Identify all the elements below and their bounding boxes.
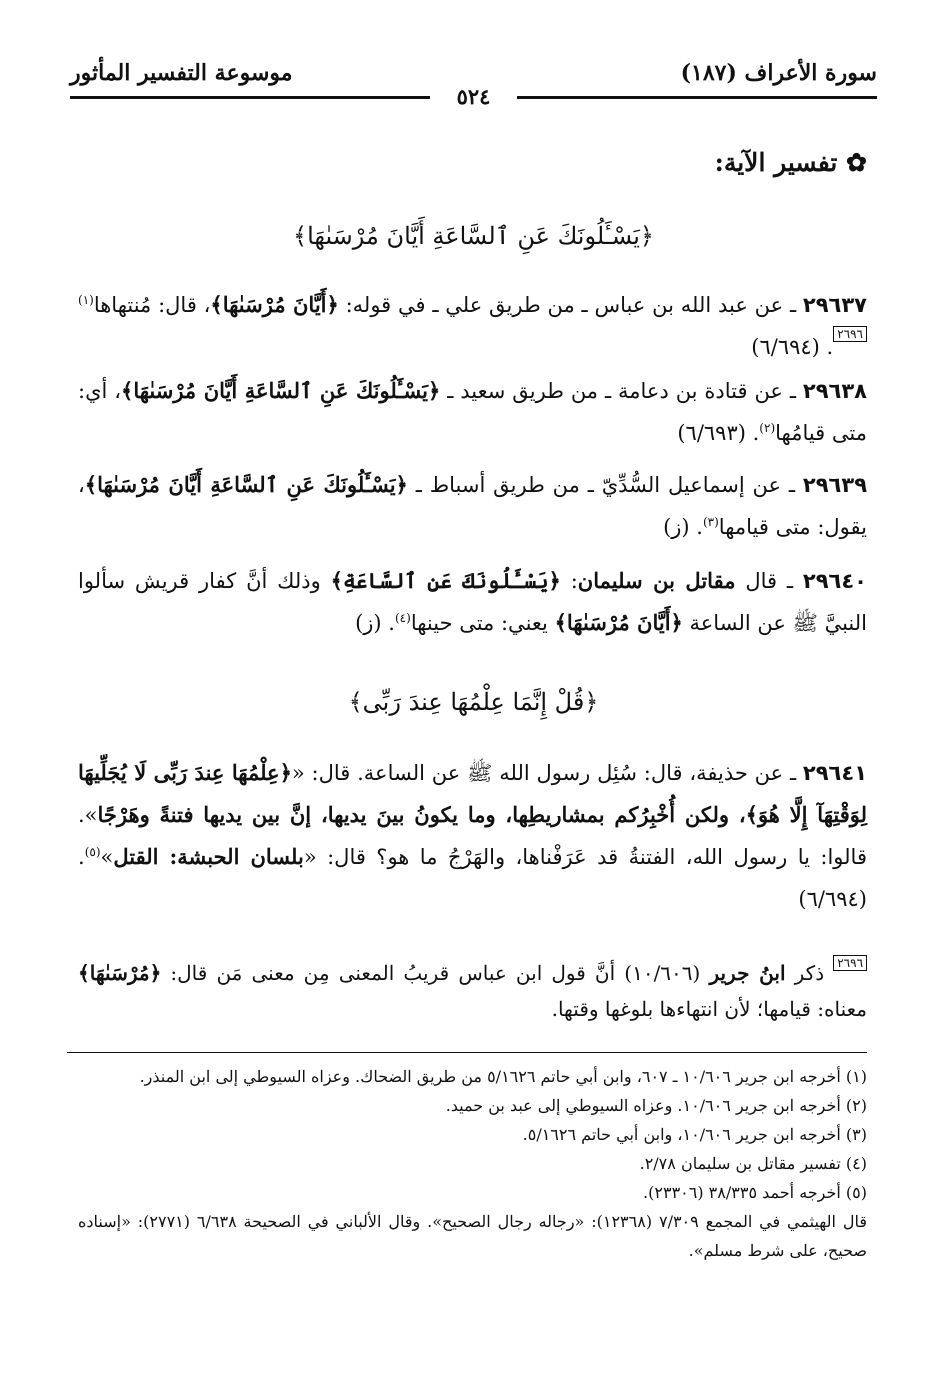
header-rule-left — [70, 96, 430, 99]
narrator-name: مقاتل بن سليمان — [577, 568, 736, 593]
volume-ref: . (ز) — [355, 611, 395, 635]
quran-quote: ﴿أَيَّانَ مُرْسَىٰهَا﴾ — [210, 292, 339, 317]
narration-text: ، قال: مُنتهاها — [93, 293, 211, 317]
section-title: ✿ تفسير الآية: — [714, 148, 867, 177]
footnote-2: (٢) أخرجه ابن جرير ١٠/٦٠٦. وعزاه السيوطي إلى عبد بن حميد. — [445, 1096, 867, 1115]
narration-number: ٢٩٦٣٧ — [802, 293, 867, 317]
footnote-ref[interactable]: (٥) — [84, 845, 101, 859]
narration-text: ـ عن إسماعيل السُّدِّيّ ـ من طريق أسباط ـ — [407, 473, 803, 497]
footnote-ref[interactable]: (٤) — [394, 611, 411, 625]
note-text: معناه: قيامها؛ لأن انتهاءها بلوغها وقتها. — [551, 997, 867, 1021]
commentary-note — [78, 955, 867, 1027]
footnote-1: (١) أخرجه ابن جرير ١٠/٦٠٦ ـ ٦٠٧، وابن أبي حاتم ٥/١٦٢٦ من طريق الضحاك. وعزاه السيوطي إلى ابن المنذر. — [139, 1067, 867, 1086]
footnote-ref[interactable]: (٣) — [702, 515, 719, 529]
footnote-3: (٣) أخرجه ابن جرير ١٠/٦٠٦، وابن أبي حاتم ٥/١٦٢٦. — [522, 1125, 867, 1144]
note-text: (١٠/٦٠٦) أنَّ قول ابن عباس قريبُ المعنى مِن معنى مَن قال: — [161, 961, 710, 985]
narration-text: : — [560, 569, 578, 593]
ayah-heading-1: ﴿يَسْـَٔلُونَكَ عَنِ ٱلسَّاعَةِ أَيَّانَ مُرْسَىٰهَا﴾ — [293, 222, 654, 250]
narration-text: » — [100, 845, 114, 869]
narration-number: ٢٩٦٤٠ — [802, 569, 867, 593]
narration-29640 — [78, 560, 867, 644]
narration-text: ـ عن عبد الله بن عباس ـ من طريق علي ـ في قوله: — [338, 293, 803, 317]
hadith-bold-text: بلسان الحبشة: القتل — [113, 844, 304, 869]
volume-ref: . (٦/٦٩٣) — [677, 421, 760, 445]
narration-text: وذلك أنَّ كفار قريش سألوا النبيَّ ﷺ عن الساعة — [78, 569, 867, 635]
quran-quote: ﴿أَيَّانَ مُرْسَىٰهَا﴾ — [554, 610, 683, 635]
narration-29641 — [78, 752, 867, 920]
quran-quote: ﴿يَسْـَٔلُونَكَ عَنِ ٱلسَّاعَةِ﴾ — [330, 568, 561, 593]
commentary-number-box: ٢٦٩٦ — [833, 955, 867, 971]
narration-text: ، أي: متى قيامُها — [78, 379, 867, 445]
surah-header: سورة الأعراف (١٨٧) — [680, 60, 877, 86]
narration-29639 — [78, 464, 867, 548]
footnote-5-grading: قال الهيثمي في المجمع ٧/٣٠٩ (١٢٣٦٨): «رجاله رجال الصحيح». وقال الألباني في الصحيحة ٦/٦٣٨ (٢٧٧١): «إسناده صحيح، على شرط مسلم». — [78, 1212, 868, 1260]
hadith-bold-text: ﴿عِلْمُهَا عِندَ رَبِّى لَا يُجَلِّيهَا لِوَقْتِهَآ إِلَّا هُوَ﴾، ولكن أُخْبِرُكم بمشاريطِها، وما يكونُ بينَ يديها، إنَّ بين يديها فتنةً وهَرْجًا — [78, 760, 867, 827]
running-header — [70, 60, 877, 109]
note-text: ذكر — [785, 961, 834, 985]
narration-29638 — [78, 370, 867, 454]
footnote-ref[interactable]: (٢) — [759, 421, 776, 435]
footnote-ref[interactable]: (١) — [78, 293, 94, 307]
narration-text: ، يقول: متى قيامها — [78, 473, 867, 539]
header-rule-right — [517, 96, 877, 99]
narration-number: ٢٩٦٣٩ — [802, 473, 868, 497]
volume-ref: . (٦/٦٩٤) — [78, 845, 867, 911]
narration-29637 — [78, 284, 867, 368]
narration-text: ـ عن قتادة بن دعامة ـ من طريق سعيد ـ — [440, 379, 803, 403]
scholar-name: ابنُ جرير — [709, 961, 786, 985]
page-number: ٥٢٤ — [451, 84, 497, 109]
narration-number: ٢٩٦٣٨ — [802, 379, 867, 403]
volume-ref: . (ز) — [663, 515, 703, 539]
narration-text: ـ عن حذيفة، قال: سُئِل رسول الله ﷺ عن الساعة. قال: « — [291, 761, 803, 785]
quran-quote: ﴿مُرْسَىٰهَا﴾ — [78, 961, 162, 985]
commentary-ref-box[interactable]: ٢٦٩٦ — [833, 326, 867, 342]
quran-quote: ﴿يَسْـَٔلُونَكَ عَنِ ٱلسَّاعَةِ أَيَّانَ مُرْسَىٰهَا﴾ — [121, 378, 441, 403]
quran-quote: ﴿يَسْـَٔلُونَكَ عَنِ ٱلسَّاعَةِ أَيَّانَ مُرْسَىٰهَا﴾ — [84, 472, 408, 497]
footnote-5: (٥) أخرجه أحمد ٣٨/٣٣٥ (٢٣٣٠٦). — [643, 1183, 867, 1202]
volume-ref: . (٦/٦٩٤) — [751, 335, 834, 359]
narration-number: ٢٩٦٤١ — [802, 761, 868, 785]
footnotes — [78, 1062, 867, 1265]
narration-text: يعني: متى حينها — [410, 611, 555, 635]
footnote-4: (٤) تفسير مقاتل بن سليمان ٢/٧٨. — [639, 1154, 867, 1173]
narration-text: ». قالوا: يا رسول الله، الفتنةُ قد عَرَفْناها، والهَرْجُ ما هو؟ قال: « — [78, 803, 867, 869]
narration-text: ـ قال — [735, 569, 803, 593]
footnote-separator — [67, 1052, 867, 1053]
ayah-heading-2: ﴿قُلْ إِنَّمَا عِلْمُهَا عِندَ رَبِّى﴾ — [348, 688, 599, 716]
book-title-header: موسوعة التفسير المأثور — [70, 60, 293, 86]
